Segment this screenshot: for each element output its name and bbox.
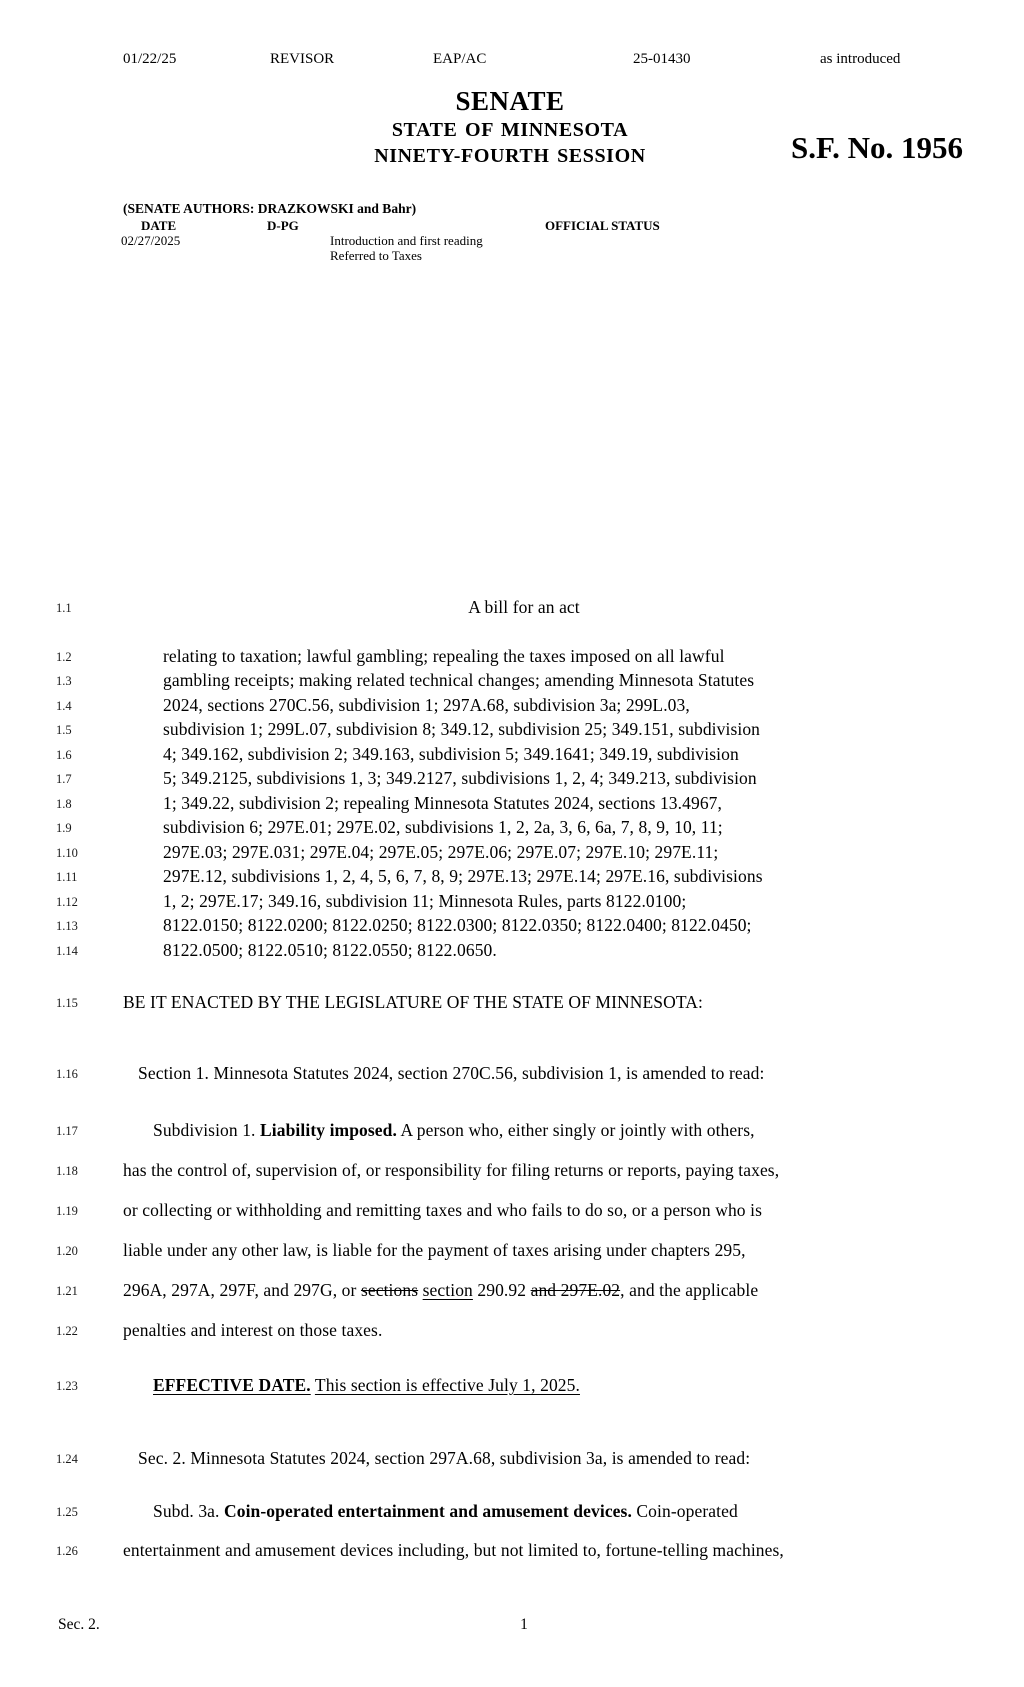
line-text: 8122.0500; 8122.0510; 8122.0550; 8122.0650.: [163, 940, 497, 960]
line-text: 297E.12, subdivisions 1, 2, 4, 5, 6, 7, 8, 9; 297E.13; 297E.14; 297E.16, subdivisions: [163, 866, 763, 886]
line-text: 1; 349.22, subdivision 2; repealing Minnesota Statutes 2024, sections 13.4967,: [163, 793, 723, 813]
line-text: has the control of, supervision of, or responsibility for filing returns or reports, paying taxes,: [123, 1160, 780, 1180]
line-text: or collecting or withholding and remitting taxes and who fails to do so, or a person who is: [123, 1200, 762, 1220]
line-number: 1.26: [56, 1544, 78, 1558]
line-number: 1.13: [56, 919, 78, 933]
line-text: relating to taxation; lawful gambling; repealing the taxes imposed on all lawful: [163, 646, 725, 666]
line-text: 1, 2; 297E.17; 349.16, subdivision 11; Minnesota Rules, parts 8122.0100;: [163, 891, 687, 911]
bill-line: [0, 646, 1024, 670]
line-number: 1.9: [56, 821, 72, 835]
bill-line: [0, 1320, 1024, 1344]
line-number: 1.4: [56, 699, 72, 713]
line-number: 1.15: [56, 996, 78, 1010]
bill-line: [0, 1160, 1024, 1184]
bill-line: [0, 940, 1024, 964]
bill-line: [0, 842, 1024, 866]
line-text: subdivision 1; 299L.07, subdivision 8; 349.12, subdivision 25; 349.151, subdivision: [163, 719, 761, 739]
line-number: 1.25: [56, 1505, 78, 1519]
line-text: Section 1. Minnesota Statutes 2024, section 270C.56, subdivision 1, is amended to read:: [138, 1063, 765, 1083]
line-number: 1.7: [56, 772, 72, 786]
line-text: 296A, 297A, 297F, and 297G, or sections section 290.92 and 297E.02, and the applicable: [123, 1280, 759, 1300]
line-text: 2024, sections 270C.56, subdivision 1; 297A.68, subdivision 3a; 299L.03,: [163, 695, 690, 715]
line-number: 1.10: [56, 846, 78, 860]
line-number: 1.18: [56, 1164, 78, 1178]
line-number: 1.23: [56, 1379, 78, 1393]
state-title: STATE OF MINNESOTA: [391, 119, 629, 141]
line-number: 1.2: [56, 650, 72, 664]
line-text: EFFECTIVE DATE. This section is effective July 1, 2025.: [153, 1375, 580, 1395]
footer-section-label: Sec. 2.: [58, 1616, 100, 1633]
bill-line: [0, 793, 1024, 817]
bill-line: [0, 1240, 1024, 1264]
line-text: 5; 349.2125, subdivisions 1, 3; 349.2127, subdivisions 1, 2, 4; 349.213, subdivision: [163, 768, 757, 788]
line-number: 1.8: [56, 797, 72, 811]
bill-line: [0, 670, 1024, 694]
line-text: entertainment and amusement devices including, but not limited to, fortune-telling machines,: [123, 1540, 784, 1560]
bill-line: [0, 866, 1024, 890]
line-number: 1.24: [56, 1452, 78, 1466]
bill-number: S.F. No. 1956: [791, 130, 963, 165]
line-number: 1.20: [56, 1244, 78, 1258]
bill-line: [0, 1501, 1024, 1525]
chamber-title: SENATE: [455, 86, 565, 116]
bill-line: [0, 597, 1024, 621]
line-number: 1.19: [56, 1204, 78, 1218]
line-text: 8122.0150; 8122.0200; 8122.0250; 8122.0300; 8122.0350; 8122.0400; 8122.0450;: [163, 915, 752, 935]
status-table-header-date: DATE: [141, 218, 177, 233]
line-text: A bill for an act: [468, 597, 580, 617]
line-number: 1.21: [56, 1284, 78, 1298]
header-file-code: EAP/AC: [433, 51, 487, 67]
header-revision-date: 01/22/25: [123, 51, 177, 67]
bill-line: [0, 744, 1024, 768]
bill-line: [0, 817, 1024, 841]
line-text: Sec. 2. Minnesota Statutes 2024, section 297A.68, subdivision 3a, is amended to read:: [138, 1448, 751, 1468]
bill-line: [0, 768, 1024, 792]
bill-line: [0, 1280, 1024, 1304]
status-row-action: Introduction and first reading: [330, 233, 483, 248]
status-table-header-official-status: OFFICIAL STATUS: [545, 218, 660, 233]
line-text: Subdivision 1. Liability imposed. A person who, either singly or jointly with others,: [153, 1120, 755, 1140]
bill-line: [0, 1063, 1024, 1087]
line-number: 1.14: [56, 944, 78, 958]
line-number: 1.22: [56, 1324, 78, 1338]
bill-line: [0, 1540, 1024, 1564]
footer-page-number: 1: [520, 1616, 528, 1633]
bill-line: [0, 1375, 1024, 1399]
line-text: liable under any other law, is liable for the payment of taxes arising under chapters 295,: [123, 1240, 746, 1260]
status-table-header-dpg: D-PG: [267, 218, 299, 233]
bill-line: [0, 719, 1024, 743]
line-number: 1.5: [56, 723, 72, 737]
header-doc-number: 25-01430: [633, 51, 691, 67]
line-number: 1.3: [56, 674, 72, 688]
line-number: 1.17: [56, 1124, 78, 1138]
header-revisor-label: REVISOR: [270, 51, 335, 67]
line-text: Subd. 3a. Coin-operated entertainment and amusement devices. Coin-operated: [153, 1501, 738, 1521]
bill-line: [0, 1200, 1024, 1224]
bill-line: [0, 1448, 1024, 1472]
line-text: 297E.03; 297E.031; 297E.04; 297E.05; 297E.06; 297E.07; 297E.10; 297E.11;: [163, 842, 719, 862]
line-text: gambling receipts; making related technical changes; amending Minnesota Statutes: [163, 670, 755, 690]
status-row-date: 02/27/2025: [121, 233, 181, 248]
bill-line: [0, 695, 1024, 719]
line-number: 1.16: [56, 1067, 78, 1081]
bill-line: [0, 915, 1024, 939]
status-row-action: Referred to Taxes: [330, 248, 422, 263]
senate-authors-line: (SENATE AUTHORS: DRAZKOWSKI and Bahr): [123, 201, 417, 216]
line-text: subdivision 6; 297E.01; 297E.02, subdivisions 1, 2, 2a, 3, 6, 6a, 7, 8, 9, 10, 11;: [163, 817, 723, 837]
line-number: 1.11: [56, 870, 78, 884]
line-number: 1.1: [56, 601, 72, 615]
header-version-label: as introduced: [820, 51, 901, 67]
line-text: 4; 349.162, subdivision 2; 349.163, subdivision 5; 349.1641; 349.19, subdivision: [163, 744, 739, 764]
line-text: BE IT ENACTED BY THE LEGISLATURE OF THE STATE OF MINNESOTA:: [123, 992, 703, 1012]
line-text: penalties and interest on those taxes.: [123, 1320, 383, 1340]
line-number: 1.12: [56, 895, 78, 909]
bill-line: [0, 992, 1024, 1016]
bill-line: [0, 891, 1024, 915]
line-number: 1.6: [56, 748, 72, 762]
bill-line: [0, 1120, 1024, 1144]
session-title: NINETY-FOURTH SESSION: [374, 145, 646, 167]
